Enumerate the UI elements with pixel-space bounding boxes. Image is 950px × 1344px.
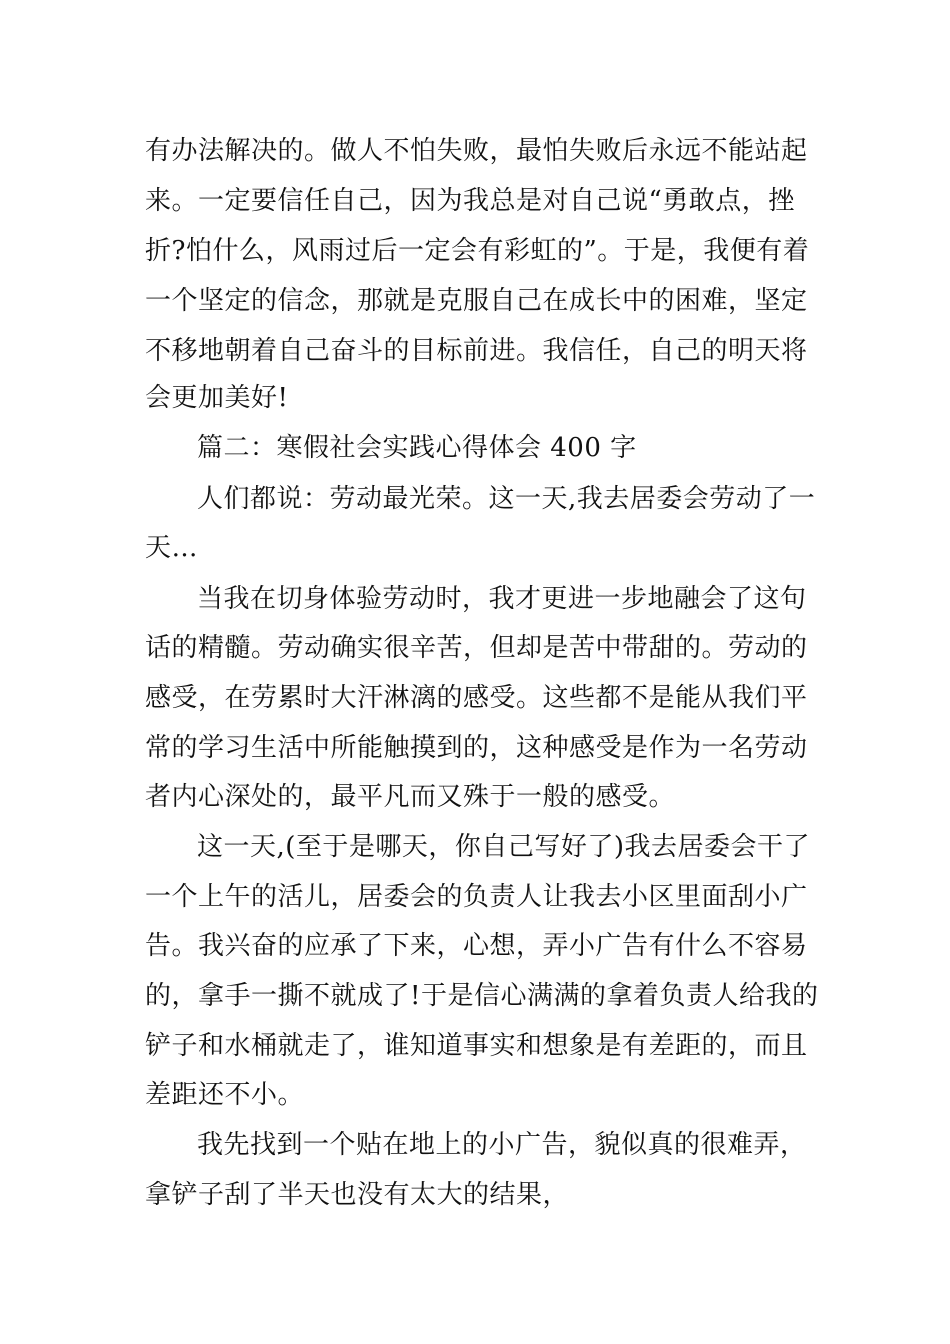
- paragraph-line: 不移地朝着自己奋斗的目标前进。我信任，自己的明天将: [145, 336, 808, 366]
- section-heading: 篇二：寒假社会实践心得体会 400 字: [197, 433, 637, 463]
- paragraph-line: 差距还不小。: [145, 1080, 305, 1110]
- paragraph-line: 折?怕什么，风雨过后一定会有彩虹的”。于是，我便有着: [145, 236, 810, 266]
- paragraph-line: 常的学习生活中所能触摸到的，这种感受是作为一名劳动: [145, 733, 808, 763]
- paragraph-line: 会更加美好!: [145, 383, 289, 413]
- paragraph-line: 有办法解决的。做人不怕失败，最怕失败后永远不能站起: [145, 136, 808, 166]
- paragraph-line: 一个上午的活儿，居委会的负责人让我去小区里面刮小广: [145, 882, 808, 912]
- paragraph-line: 人们都说：劳动最光荣。这一天,我去居委会劳动了一: [197, 484, 816, 514]
- paragraph-line: 当我在切身体验劳动时，我才更进一步地融会了这句: [197, 584, 807, 614]
- paragraph-line: 拿铲子刮了半天也没有太大的结果，: [145, 1180, 570, 1210]
- paragraph-line: 一个坚定的信念，那就是克服自己在成长中的困难，坚定: [145, 286, 808, 316]
- paragraph-line: 者内心深处的，最平凡而又殊于一般的感受。: [145, 782, 676, 812]
- paragraph-line: 天…: [145, 533, 199, 563]
- paragraph-line: 话的精髓。劳动确实很辛苦，但却是苦中带甜的。劳动的: [145, 633, 808, 663]
- paragraph-line: 我先找到一个贴在地上的小广告，貌似真的很难弄，: [197, 1130, 807, 1160]
- paragraph-line: 感受，在劳累时大汗淋漓的感受。这些都不是能从我们平: [145, 683, 808, 713]
- paragraph-line: 来。一定要信任自己，因为我总是对自己说“勇敢点，挫: [145, 186, 795, 216]
- paragraph-line: 告。我兴奋的应承了下来，心想，弄小广告有什么不容易: [145, 931, 808, 961]
- paragraph-line: 的，拿手一撕不就成了!于是信心满满的拿着负责人给我的: [145, 981, 819, 1011]
- paragraph-line: 铲子和水桶就走了，谁知道事实和想象是有差距的，而且: [145, 1031, 808, 1061]
- paragraph-line: 这一天,(至于是哪天，你自己写好了)我去居委会干了: [197, 832, 811, 862]
